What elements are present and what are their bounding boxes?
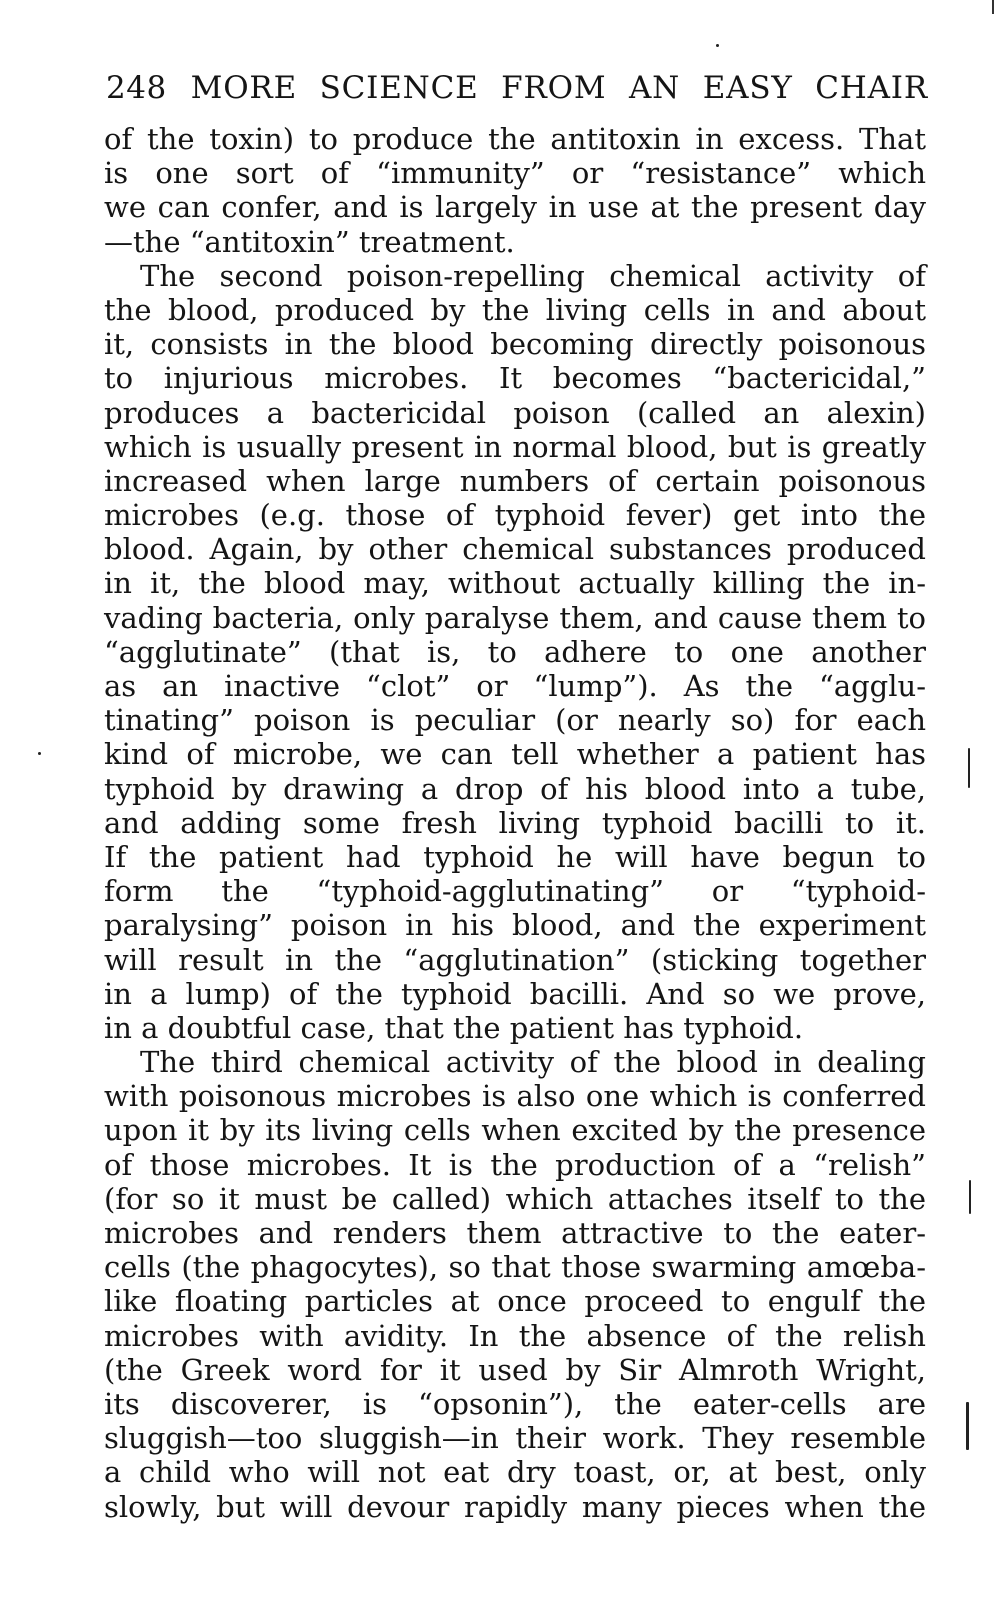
- text-line: of the toxin) to produce the antitoxin in excess. That: [104, 122, 926, 156]
- text-line: and adding some fresh living typhoid bacilli to it.: [104, 805, 926, 840]
- text-line: of those microbes. It is the production of a “relish”: [104, 1147, 926, 1182]
- scan-speck: [38, 752, 41, 755]
- text-line: increased when large numbers of certain poisonous: [104, 463, 926, 498]
- scan-speck: [966, 1402, 969, 1450]
- scan-speck: [716, 44, 719, 47]
- text-line: typhoid by drawing a drop of his blood into a tube,: [104, 771, 926, 806]
- text-line: to injurious microbes. It becomes “bactericidal,”: [104, 361, 926, 396]
- text-line: like floating particles at once proceed to engulf the: [104, 1284, 926, 1319]
- text-line: which is usually present in normal blood, but is greatly: [104, 429, 926, 464]
- text-line: with poisonous microbes is also one which is conferred: [104, 1079, 926, 1114]
- text-line: vading bacteria, only paralyse them, and cause them to: [104, 600, 926, 635]
- text-line: microbes (e.g. those of typhoid fever) get into the: [104, 498, 926, 533]
- text-line: microbes with avidity. In the absence of the relish: [104, 1318, 926, 1353]
- text-line: The second poison-repelling chemical activity of: [140, 258, 926, 293]
- text-line: (for so it must be called) which attaches itself to the: [104, 1181, 926, 1216]
- text-line: —the “antitoxin” treatment.: [104, 224, 515, 259]
- page-number: 248: [106, 70, 167, 106]
- text-line: cells (the phagocytes), so that those swarming amœba-: [104, 1250, 926, 1285]
- text-line: in a doubtful case, that the patient has typhoid.: [104, 1010, 804, 1045]
- page-edge-mark: [992, 0, 994, 14]
- text-line: If the patient had typhoid he will have begun to: [104, 839, 926, 874]
- text-line: paralysing” poison in his blood, and the experiment: [104, 908, 926, 943]
- running-title: MORE SCIENCE FROM AN EASY CHAIR: [190, 70, 928, 106]
- body-text: [104, 122, 926, 1524]
- scan-speck: [969, 1180, 971, 1214]
- text-line: in a lump) of the typhoid bacilli. And so we prove,: [104, 976, 926, 1011]
- text-line: sluggish—too sluggish—in their work. They resemble: [104, 1421, 926, 1456]
- text-line: blood. Again, by other chemical substances produced: [104, 532, 926, 567]
- text-line: microbes and renders them attractive to the eater-: [104, 1216, 926, 1250]
- text-line: we can confer, and is largely in use at the present day: [104, 190, 926, 225]
- text-line: its discoverer, is “opsonin”), the eater-cells are: [104, 1386, 926, 1421]
- text-line: slowly, but will devour rapidly many pieces when the: [104, 1489, 926, 1524]
- text-line: will result in the “agglutination” (sticking together: [104, 942, 926, 977]
- text-line: form the “typhoid-agglutinating” or “typhoid-: [104, 874, 926, 909]
- text-line: as an inactive “clot” or “lump”). As the “agglu-: [104, 669, 926, 703]
- text-line: in it, the blood may, without actually killing the in-: [104, 566, 926, 601]
- text-line: is one sort of “immunity” or “resistance” which: [104, 156, 926, 191]
- text-line: upon it by its living cells when excited by the presence: [104, 1113, 926, 1148]
- text-line: kind of microbe, we can tell whether a patient has: [104, 737, 926, 772]
- text-line: the blood, produced by the living cells in and about: [104, 292, 926, 327]
- scan-speck: [968, 748, 970, 788]
- text-line: it, consists in the blood becoming directly poisonous: [104, 327, 926, 362]
- text-line: produces a bactericidal poison (called an alexin): [104, 395, 926, 430]
- text-line: tinating” poison is peculiar (or nearly so) for each: [104, 703, 926, 738]
- page-header: [106, 70, 928, 114]
- text-line: a child who will not eat dry toast, or, at best, only: [104, 1455, 926, 1490]
- text-line: (the Greek word for it used by Sir Almroth Wright,: [104, 1352, 926, 1387]
- text-line: The third chemical activity of the blood in dealing: [140, 1045, 926, 1080]
- text-line: “agglutinate” (that is, to adhere to one another: [104, 634, 926, 669]
